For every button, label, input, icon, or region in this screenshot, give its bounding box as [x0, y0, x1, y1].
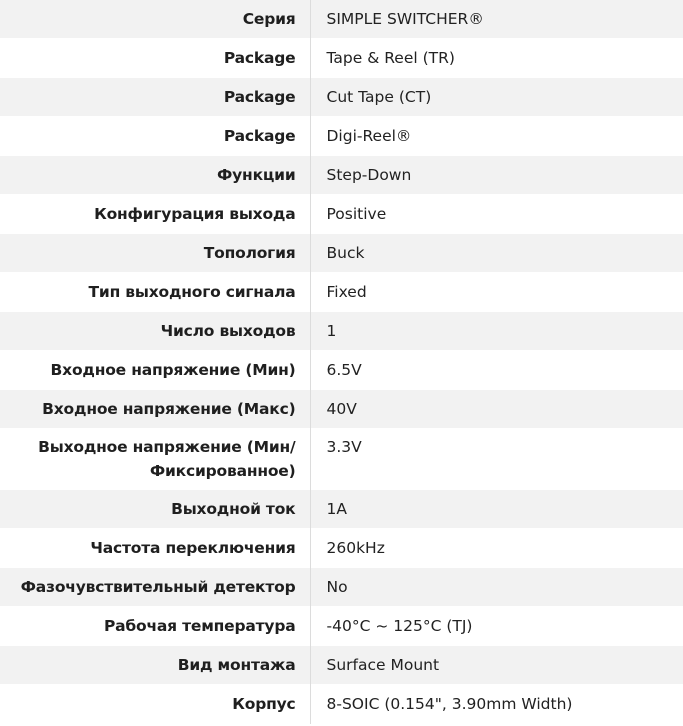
spec-label-output-type: Тип выходного сигнала: [0, 273, 310, 312]
spec-row-output-voltage: [0, 429, 683, 490]
spec-value-output-current: 1A: [326, 500, 347, 518]
spec-value-output-configuration: Positive: [326, 205, 387, 223]
spec-label-input-voltage-min: Входное напряжение (Мин): [0, 351, 310, 390]
spec-label-operating-temperature: Рабочая температура: [0, 607, 310, 646]
spec-row-switching-frequency: [0, 529, 683, 568]
spec-label-series: Серия: [0, 0, 310, 39]
spec-row-package-digireel: [0, 117, 683, 156]
spec-row-output-type: [0, 273, 683, 312]
spec-value-number-of-outputs: 1: [326, 322, 337, 340]
spec-value-phase-detector: No: [326, 578, 348, 596]
spec-row-input-voltage-min: [0, 351, 683, 390]
spec-value-input-voltage-min: 6.5V: [326, 361, 362, 379]
spec-value-functions: Step-Down: [326, 166, 412, 184]
spec-value-output-voltage: 3.3V: [326, 438, 362, 456]
spec-value-package-ct: Cut Tape (CT): [326, 88, 432, 106]
spec-label-topology: Топология: [0, 234, 310, 273]
spec-row-number-of-outputs: [0, 312, 683, 351]
spec-row-topology: [0, 234, 683, 273]
spec-row-package-ct: [0, 78, 683, 117]
spec-label-mounting-type: Вид монтажа: [0, 646, 310, 685]
spec-row-operating-temperature: [0, 607, 683, 646]
spec-row-output-current: [0, 490, 683, 529]
spec-label-functions: Функции: [0, 156, 310, 195]
spec-value-series: SIMPLE SWITCHER®: [326, 10, 484, 28]
spec-label-number-of-outputs: Число выходов: [0, 312, 310, 351]
spec-label-output-current: Выходной ток: [0, 490, 310, 529]
spec-row-output-configuration: [0, 195, 683, 234]
spec-value-package-case: 8-SOIC (0.154", 3.90mm Width): [326, 695, 573, 713]
spec-label-output-voltage: Выходное напряжение (Мин/ Фиксированное): [0, 429, 310, 490]
spec-label-switching-frequency: Частота переключения: [0, 529, 310, 568]
spec-label-package-ct: Package: [0, 78, 310, 117]
spec-value-input-voltage-max: 40V: [326, 400, 357, 418]
spec-value-topology: Buck: [326, 244, 365, 262]
spec-row-phase-detector: [0, 568, 683, 607]
spec-value-operating-temperature: -40°C ~ 125°C (TJ): [326, 617, 473, 635]
spec-row-series: [0, 0, 683, 39]
spec-value-package-tr: Tape & Reel (TR): [326, 49, 455, 67]
spec-label-package-digireel: Package: [0, 117, 310, 156]
spec-row-functions: [0, 156, 683, 195]
spec-value-mounting-type: Surface Mount: [326, 656, 440, 674]
spec-label-input-voltage-max: Входное напряжение (Макс): [0, 390, 310, 429]
spec-row-package-tr: [0, 39, 683, 78]
spec-row-package-case: [0, 685, 683, 724]
spec-label-output-configuration: Конфигурация выхода: [0, 195, 310, 234]
spec-row-input-voltage-max: [0, 390, 683, 429]
spec-row-mounting-type: [0, 646, 683, 685]
spec-value-output-type: Fixed: [326, 283, 367, 301]
spec-label-package-tr: Package: [0, 39, 310, 78]
spec-label-package-case: Корпус: [0, 685, 310, 724]
spec-value-package-digireel: Digi-Reel®: [326, 127, 412, 145]
spec-label-phase-detector: Фазочувствительный детектор: [0, 568, 310, 607]
spec-value-switching-frequency: 260kHz: [326, 539, 385, 557]
